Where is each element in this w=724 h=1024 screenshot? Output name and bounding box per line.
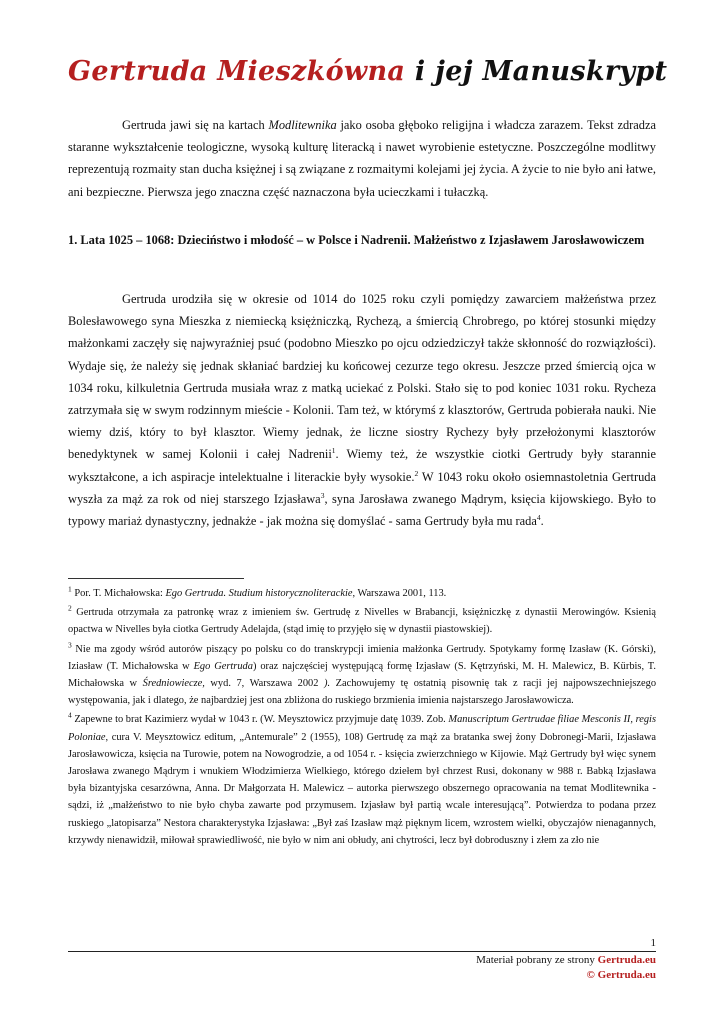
footnote-text: Nie ma zgody wśród autorów piszący po polsku co do transkrypcji imienia małżonka Gertrudy. Spotykamy formę Izasław (K. Górski), Iziasław (T. Michałowska w <box>68 643 656 672</box>
footnote-text: wyd. 7, Warszawa 2002 <box>204 678 325 690</box>
footnote-text: Zapewne to brat Kazimierz wydał w 1043 r. (W. Meysztowicz przyjmuje datę 1039. Zob. <box>71 714 449 726</box>
footer-copyright: © Gertruda.eu <box>586 969 656 981</box>
intro-italic: Modlitewnika <box>268 118 337 132</box>
footnote-title: Ego Gertruda. Studium historycznoliterackie <box>165 588 353 599</box>
footnote-text: Por. T. Michałowska: <box>71 588 166 599</box>
paragraph-text-3: W 1043 roku około osiemnastoletnia Gertruda wyszła za mąż za rok od niej starszego Izjasława <box>68 469 656 506</box>
footnote-number: 4 <box>68 710 72 720</box>
intro-text-a: Gertruda jawi się na kartach <box>122 118 269 132</box>
footnote-2 <box>68 604 656 638</box>
paragraph-text-2: . Wiemy też, że wszystkie ciotki Gertrudy były starannie wykształcone, a ich aspiracje intelektualne i literackie były wysokie. <box>68 447 656 484</box>
footnote-text: ) oraz najczęściej występującą formę Izjasław (S. Kętrzyński, M. H. Malewicz, B. Kürbis, T. Michałowska w <box>68 660 656 690</box>
footer-site-link[interactable]: Gertruda.eu <box>597 954 656 966</box>
footnote-ref-3[interactable]: 3 <box>320 490 325 500</box>
footnote-number: 2 <box>68 603 72 613</box>
footnote-title: Średniowiecze, <box>142 678 205 690</box>
section-paragraph <box>68 288 656 532</box>
footnote-ref-1[interactable]: 1 <box>331 446 336 456</box>
intro-text-b: jako osoba głęboko religijna i władcza zarazem. Tekst zdradza staranne wykształcenie teologiczne, wysoką kulturę literacką i nawet wyrobienie estetyczne. Poszczególne modlitwy reprezentują rozmaity stan ducha księżnej i są związane z rozmaitymi kolejami jej życia. A życie to nie było ani łatwe, ani bezpieczne. Pierwsza jego znaczna część naznaczona była ucieczkami i tułaczką. <box>68 118 656 199</box>
footnote-1 <box>68 585 656 602</box>
paragraph-text-4: , syna Jarosława zwanego Mądrym, księcia kijowskiego. Było to typowy mariaż dynastyczny, jednakże - jak można się domyślać - sama Gertrudy była mu rada <box>68 491 656 529</box>
footnote-text: Zachowujemy tę ostatnią pisownię tak z racji jej najpowszechniejszego występowania, jak i dlatego, że najbardziej jest ona zbliżona do ruskiego brzmienia imienia najstarszego Jarosławowicza. <box>68 678 657 707</box>
section-heading: 1. Lata 1025 – 1068: Dzieciństwo i młodość – w Polsce i Nadrenii. Małżeństwo z Izjasławem Jarosławowiczem <box>68 233 645 247</box>
footnote-number: 1 <box>68 584 72 594</box>
footnote-divider <box>68 578 244 579</box>
footnote-ref-2[interactable]: 2 <box>414 468 419 478</box>
page-footer <box>476 953 656 983</box>
title-name: Gertruda Mieszkówna <box>68 56 406 88</box>
paragraph-text-5: . <box>540 514 544 529</box>
page-title <box>68 56 667 87</box>
footnote-ref-4[interactable]: 4 <box>536 512 541 522</box>
footnote-text: , Warszawa 2001, 113. <box>352 588 447 599</box>
footnote-4 <box>68 711 656 849</box>
footnote-text: , cura V. Meysztowicz editum, „Antemurale” 2 (1955), 108) Gertrudę za mąż za bratanka swej żony Dobronegi-Marii, Izjasława Jarosławowicza, księcia na Turowie, potem na Nowogrodzie, a od 1054 r. - księcia zwierzchniego w Kijowie. Mąż Gertrudy był więc synem Jarosława zwanego Mądrym i wnukiem Włodzimierza Wielkiego, którego dziełem był chrzest Rusi, dokonany w 988 r. Babką Izjasława była bizantyjska cesarzówna, Anna. Dr Małgorzata H. Malewicz – autorka pierwszego obszernego opracowania na temat Modlitewnika - sądzi, iż „małżeństwo to nie było chyba zawarte pod przymusem. Izjasław był partią wcale interesującą”. Potwierdza to podana przez ruskiego „latopisarza” Nestora charakterystyka Izjasława: „Był zaś Izasław mąż pięknym licem, wzrostem wielki, obyczajów nienagannych, krzywdy nienawidził, miłował sprawiedliwość, nie było w nim ani obłudy, ani chytrości, lecz był dobroduszny i złem za zło nie <box>68 731 656 846</box>
footnotes <box>68 585 656 849</box>
intro-paragraph <box>68 114 656 203</box>
page-number: 1 <box>650 937 656 949</box>
footnote-title: Ego Gertruda <box>193 660 253 672</box>
footnote-3 <box>68 641 656 710</box>
footnote-number: 3 <box>68 640 72 650</box>
footer-divider <box>68 951 656 952</box>
footer-source-text: Materiał pobrany ze strony <box>476 954 598 966</box>
footnote-title: Manuscriptum Gertrudae filiae Mesconis II, regis Poloniae <box>68 714 656 743</box>
footnote-title: ). <box>324 678 331 690</box>
footnote-text: Gertruda otrzymała za patronkę wraz z imieniem św. Gertrudę z Nivelles w Brabancji, księżniczkę z dynastii Merowingów. Ksienią opactwa w Nivelles była ciotka Gertrudy Adelajda, (stąd imię to przyjęło się w dynastii piastowskiej). <box>68 607 656 636</box>
footer-source-line <box>476 953 656 968</box>
paragraph-text-1: Gertruda urodziła się w okresie od 1014 do 1025 roku czyli pomiędzy zawarciem małżeństwa przez Bolesławowego syna Mieszka z niemiecką księżniczką, Rychezą, a śmiercią Chrobrego, po której stosunki między małżonkami zaczęły się najwyraźniej psuć (podobno Mieszko po ojcu odziedziczył także skłonność do rozwiązłości). Wydaje się, że należy się jednak skłaniać bardziej ku końcowej cezurze tego okresu. Jeszcze przed śmiercią ojca w 1034 roku, kilkuletnia Gertruda musiała wraz z matką uciekać z Polski. Stało się to pod koniec 1031 roku. Rycheza zatrzymała się w swym rodzinnym mieście - Kolonii. Tam też, w którymś z klasztorów, Gertruda pobierała nauki. Nie wiemy dziś, który to był klasztor. Wiemy jednak, że liczne siostry Rychezy były przełożonymi klasztorów benedyktynek w samej Kolonii i całej Nadrenii <box>68 292 656 462</box>
title-rest: i jej Manuskrypt <box>405 56 668 88</box>
